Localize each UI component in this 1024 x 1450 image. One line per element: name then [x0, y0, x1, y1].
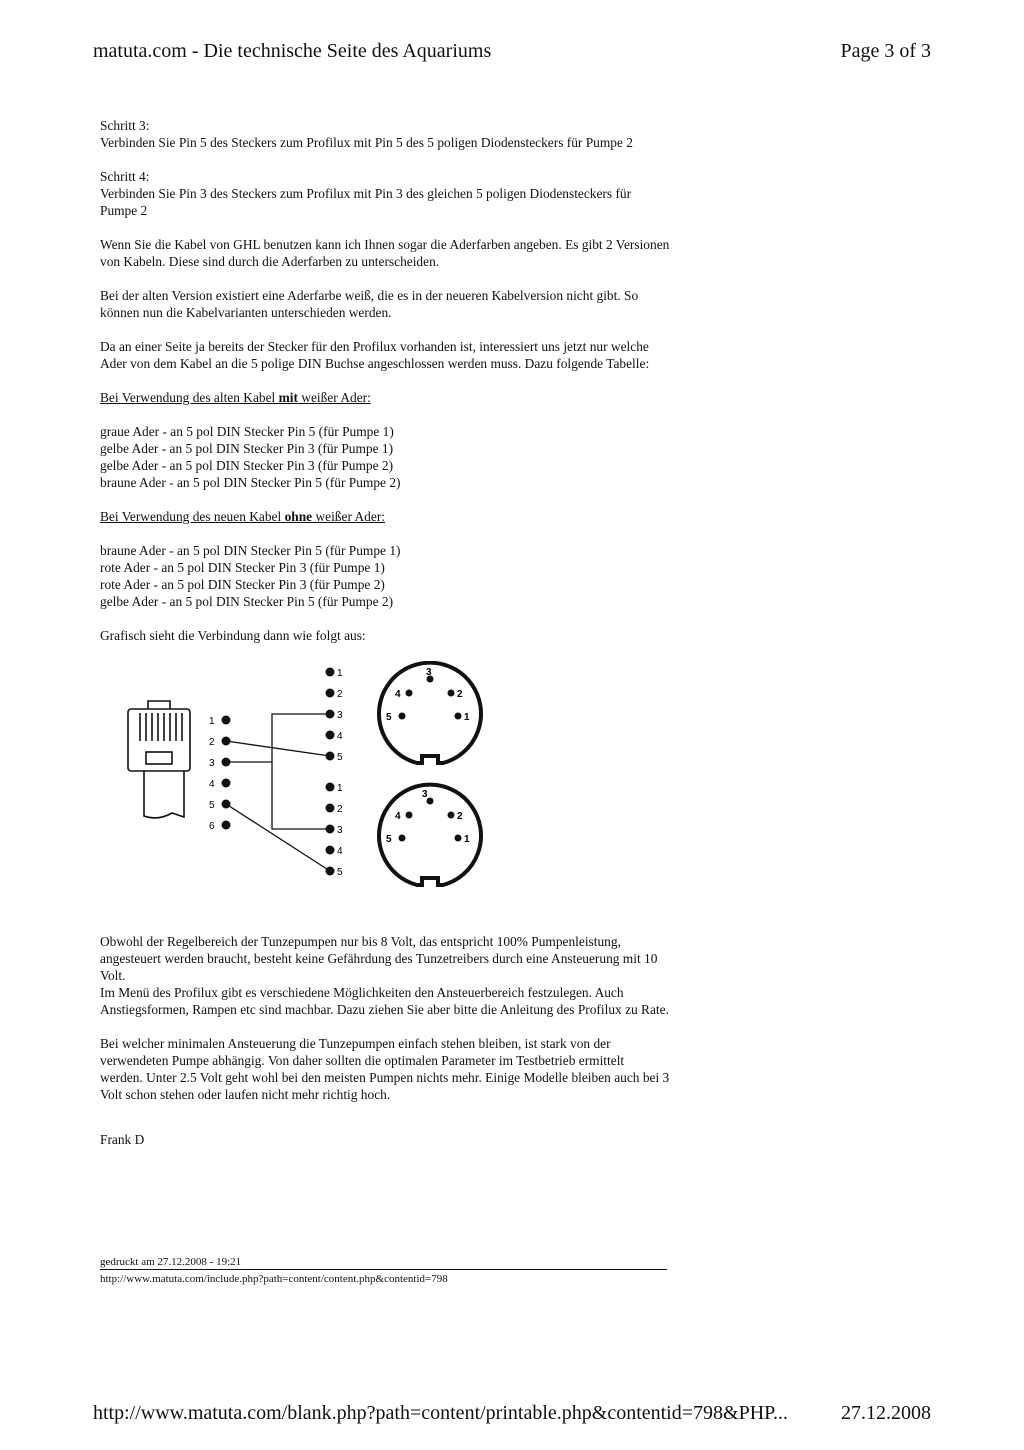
paragraph-old-version: Bei der alten Version existiert eine Aderfarbe weiß, die es in der neueren Kabelversion nicht gibt. So können nun die Kabelvarianten unterschieden werden.	[100, 288, 639, 320]
page-header-title: matuta.com - Die technische Seite des Aquariums	[93, 40, 492, 62]
din-pin-label: 3	[337, 825, 343, 836]
step-4	[100, 168, 670, 219]
din-pin-label: 2	[337, 804, 343, 815]
step-4-heading: Schritt 4:	[100, 169, 150, 184]
din-socket-label: 5	[386, 712, 392, 723]
page-footer-url: http://www.matuta.com/blank.php?path=content/printable.php&contentid=798&PHP...	[93, 1402, 789, 1424]
paragraph-regelbereich	[100, 933, 670, 1018]
wire-pin5-to-pump2-pin5	[226, 804, 330, 871]
din-socket-label: 2	[457, 689, 463, 700]
list-item: braune Ader - an 5 pol DIN Stecker Pin 5 (für Pumpe 1)	[100, 543, 401, 558]
wire-pin3-to-pump1-pin3	[226, 714, 330, 762]
list-item: braune Ader - an 5 pol DIN Stecker Pin 5 (für Pumpe 2)	[100, 475, 401, 490]
old-cable-heading: Bei Verwendung des alten Kabel mit weißer Ader:	[100, 390, 371, 405]
rj-pin-label: 2	[209, 737, 215, 748]
din-pins-pump-2	[326, 783, 344, 879]
list-item: graue Ader - an 5 pol DIN Stecker Pin 5 (für Pumpe 1)	[100, 424, 394, 439]
wiring-diagram	[100, 661, 500, 893]
din-socket-hole	[399, 835, 406, 842]
rj-pin-dot	[222, 821, 231, 830]
din-socket-label: 5	[386, 834, 392, 845]
din-pin-label: 3	[337, 710, 343, 721]
din-pin-label: 5	[337, 867, 343, 878]
list-item: gelbe Ader - an 5 pol DIN Stecker Pin 3 (für Pumpe 2)	[100, 458, 394, 473]
din-pin-label: 2	[337, 689, 343, 700]
din-socket-hole	[448, 690, 455, 697]
article-content	[100, 117, 670, 1165]
din-pin-dot	[326, 731, 335, 740]
din-pins-pump-1	[326, 668, 344, 764]
wire-pin2-to-pump1-pin5	[226, 741, 330, 756]
rj-pin-label: 5	[209, 800, 215, 811]
din-pin-dot	[326, 668, 335, 677]
din-socket-label: 1	[464, 712, 470, 723]
rj-connector	[128, 701, 190, 818]
old-cable-list	[100, 423, 670, 491]
wires	[226, 714, 330, 871]
new-cable-list	[100, 542, 670, 610]
din-socket-label: 2	[457, 811, 463, 822]
din-socket-label: 4	[395, 811, 401, 822]
din-pin-label: 1	[337, 668, 343, 679]
print-footer	[100, 1256, 667, 1285]
din-socket-label: 3	[426, 667, 432, 678]
paragraph-minimal: Bei welcher minimalen Ansteuerung die Tunzepumpen einfach stehen bleiben, ist stark von der verwendeten Pumpe abhängig. Von daher sollten die optimalen Parameter im Testbetrieb ermittelt werden. Unter 2.5 Volt geht wohl bei den meisten Pumpen nichts mehr. Einige Modelle bleiben auch bei 3 Volt schon stehen oder laufen nicht mehr richtig hoch.	[100, 1036, 670, 1102]
din-socket-label: 1	[464, 834, 470, 845]
din-pin-dot	[326, 846, 335, 855]
step-3-text: Verbinden Sie Pin 5 des Steckers zum Profilux mit Pin 5 des 5 poligen Diodensteckers für Pumpe 2	[100, 135, 633, 150]
rj-pin-label: 4	[209, 779, 215, 790]
paragraph-ghl-cables: Wenn Sie die Kabel von GHL benutzen kann ich Ihnen sogar die Aderfarben angeben. Es gibt 2 Versionen von Kabeln. Diese sind durch die Aderfarben zu unterscheiden.	[100, 237, 670, 269]
din-pin-dot	[326, 804, 335, 813]
din-socket-hole	[455, 835, 462, 842]
page-number: Page 3 of 3	[840, 40, 931, 62]
din-pin-dot	[326, 783, 335, 792]
printed-date: gedruckt am 27.12.2008 - 19:21	[100, 1256, 667, 1270]
din-socket-label: 3	[422, 789, 428, 800]
din-pin-label: 1	[337, 783, 343, 794]
din-pin-dot	[326, 689, 335, 698]
step-3-heading: Schritt 3:	[100, 118, 150, 133]
din-socket-hole	[448, 812, 455, 819]
rj-pin-dot	[222, 779, 231, 788]
din-socket-hole	[455, 713, 462, 720]
paragraph-table-intro: Da an einer Seite ja bereits der Stecker für den Profilux vorhanden ist, interessiert uns jetzt nur welche Ader von dem Kabel an die 5 polige DIN Buchse angeschlossen werden muss. Dazu folgende Tabelle:	[100, 339, 650, 371]
wire-pin3-to-pump2-pin3	[272, 762, 330, 829]
rj-pin-label: 6	[209, 821, 215, 832]
new-cable-heading: Bei Verwendung des neuen Kabel ohne weißer Ader:	[100, 509, 386, 524]
din-socket-hole	[399, 713, 406, 720]
source-url: http://www.matuta.com/include.php?path=content/content.php&contentid=798	[100, 1273, 448, 1285]
paragraph-regelbereich-part-2: Im Menü des Profilux gibt es verschiedene Möglichkeiten den Ansteuerbereich festzulegen. Auch Anstiegsformen, Rampen etc sind machbar. Dazu ziehen Sie aber bitte die Anleitung des Profilux zu Rate.	[100, 985, 669, 1017]
paragraph-regelbereich-part-1: Obwohl der Regelbereich der Tunzepumpen nur bis 8 Volt, das entspricht 100% Pumpenleistung, angesteuert werden braucht, besteht keine Gefährdung des Tunzetreibers durch eine Ansteuerung mit 10 Volt.	[100, 934, 658, 983]
din-socket-pump-2	[379, 785, 481, 885]
din-socket-label: 4	[395, 689, 401, 700]
page-footer-date: 27.12.2008	[841, 1402, 931, 1424]
step-3	[100, 117, 670, 151]
rj-pin-label: 3	[209, 758, 215, 769]
list-item: rote Ader - an 5 pol DIN Stecker Pin 3 (für Pumpe 1)	[100, 560, 385, 575]
rj-pin-row	[209, 716, 231, 833]
din-pin-label: 5	[337, 752, 343, 763]
list-item: gelbe Ader - an 5 pol DIN Stecker Pin 5 (für Pumpe 2)	[100, 594, 394, 609]
list-item: gelbe Ader - an 5 pol DIN Stecker Pin 3 (für Pumpe 1)	[100, 441, 394, 456]
din-socket-hole	[406, 812, 413, 819]
rj-pin-label: 1	[209, 716, 215, 727]
step-4-text: Verbinden Sie Pin 3 des Steckers zum Profilux mit Pin 3 des gleichen 5 poligen Diodensteckers für Pumpe 2	[100, 186, 632, 218]
diagram-caption: Grafisch sieht die Verbindung dann wie folgt aus:	[100, 628, 366, 643]
list-item: rote Ader - an 5 pol DIN Stecker Pin 3 (für Pumpe 2)	[100, 577, 385, 592]
din-socket-hole	[406, 690, 413, 697]
din-pin-label: 4	[337, 846, 343, 857]
din-pin-label: 4	[337, 731, 343, 742]
author: Frank D	[100, 1132, 145, 1147]
rj-pin-dot	[222, 716, 231, 725]
din-socket-pump-1	[379, 663, 481, 763]
